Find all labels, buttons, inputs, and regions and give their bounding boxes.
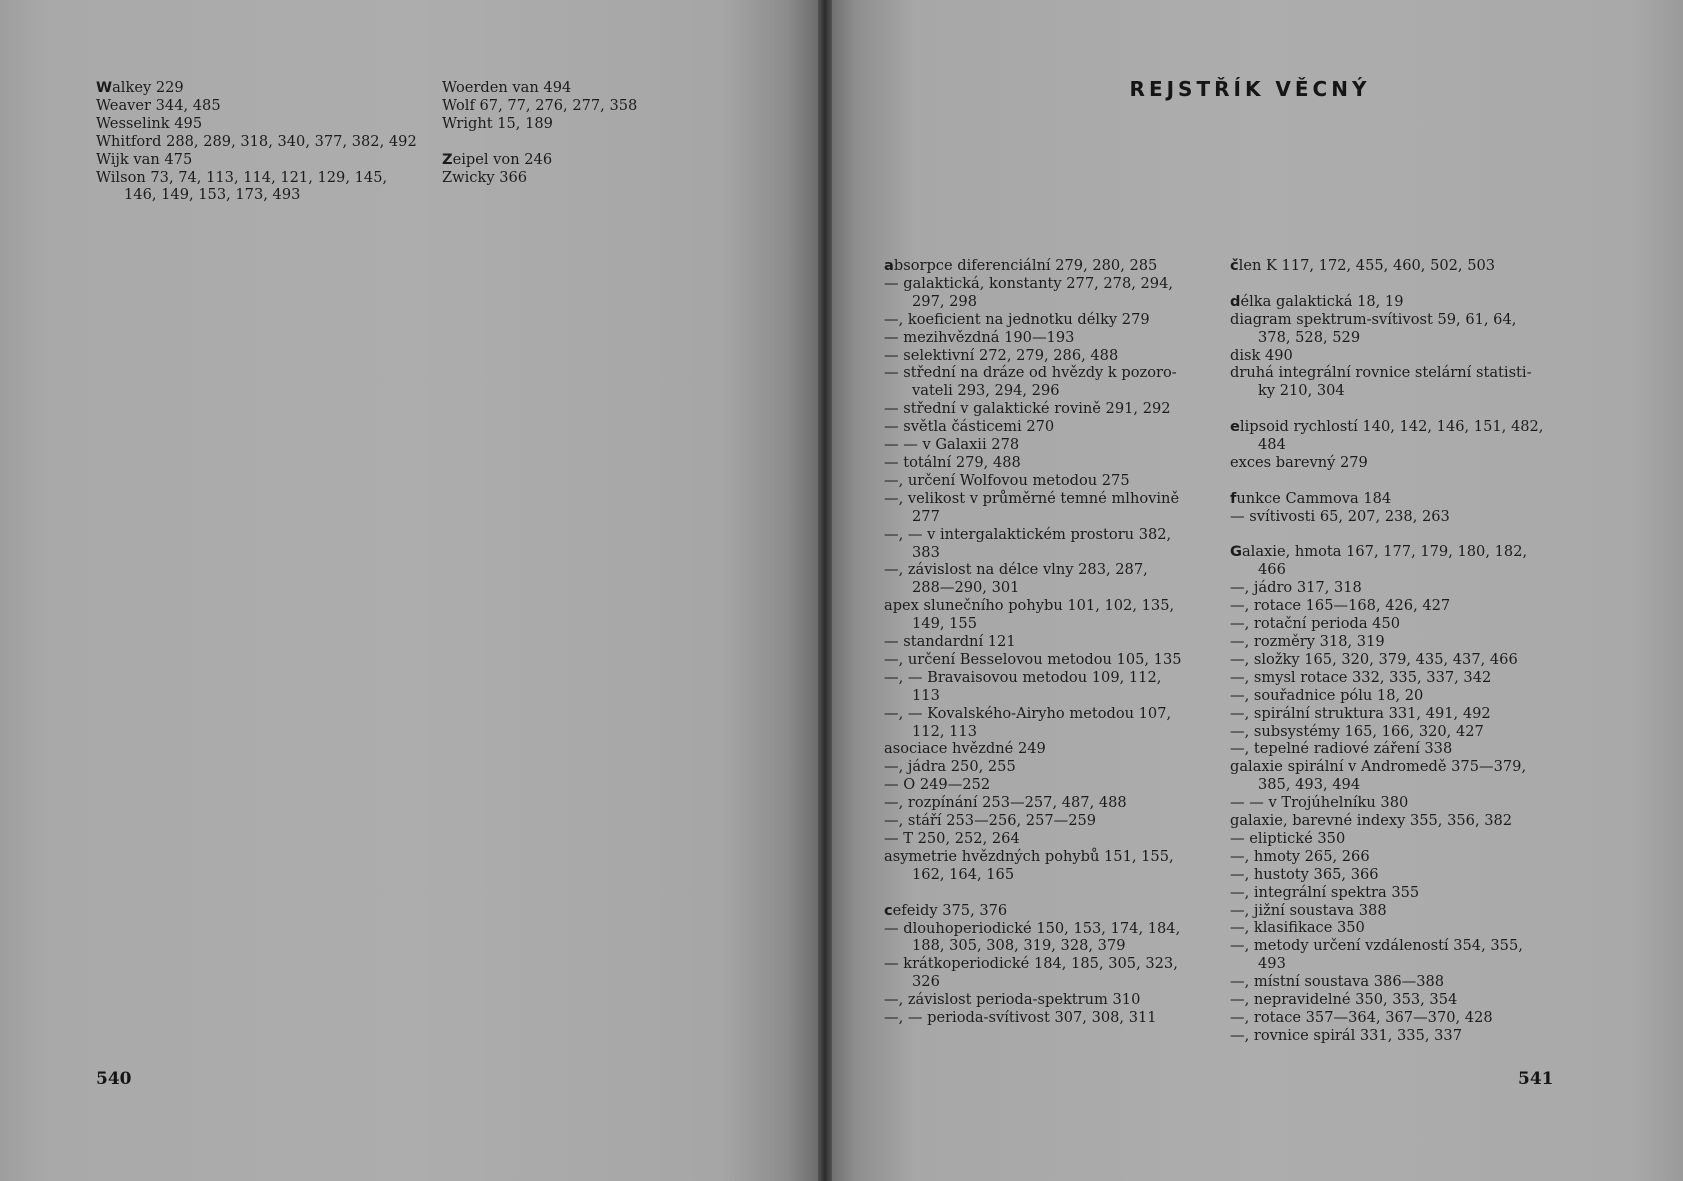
index-entry xyxy=(884,794,1224,812)
left-page-column-2 xyxy=(442,79,682,186)
index-entry xyxy=(1230,758,1575,794)
entry-text: Zwicky 366 xyxy=(442,168,528,186)
index-entry xyxy=(884,454,1224,472)
index-entry xyxy=(884,400,1224,418)
index-entry xyxy=(1230,740,1575,758)
index-entry xyxy=(1230,311,1575,347)
index-entry xyxy=(1230,347,1575,365)
index-entry xyxy=(1230,293,1575,311)
left-page-number: 540 xyxy=(96,1069,132,1089)
section-initial: d xyxy=(1230,292,1241,310)
index-entry xyxy=(1230,633,1575,651)
index-entry xyxy=(884,311,1224,329)
index-entry xyxy=(1230,687,1575,705)
entry-text: —, stáří 253—256, 257—259 xyxy=(884,812,1097,830)
entry-text: — dlouhoperiodické 150, 153, 174, 184, xyxy=(884,919,1181,937)
entry-text: diagram spektrum-svítivost 59, 61, 64, xyxy=(1230,310,1517,328)
entry-text: —, rovnice spirál 331, 335, 337 xyxy=(1230,1026,1462,1044)
entry-text: élka galaktická 18, 19 xyxy=(1240,292,1404,310)
entry-text: —, hmoty 265, 266 xyxy=(1230,847,1370,865)
entry-text: —, — Kovalského-Airyho metodou 107, xyxy=(884,704,1172,722)
entry-text: asymetrie hvězdných pohybů 151, 155, xyxy=(884,847,1174,865)
index-entry xyxy=(884,669,1224,705)
entry-text: — střední v galaktické rovině 291, 292 xyxy=(884,400,1171,418)
entry-text: —, spirální struktura 331, 491, 492 xyxy=(1230,704,1491,722)
entry-text: galaxie, barevné indexy 355, 356, 382 xyxy=(1230,812,1513,830)
index-entry xyxy=(1230,454,1575,472)
entry-gap xyxy=(884,884,1224,902)
entry-text: —, subsystémy 165, 166, 320, 427 xyxy=(1230,722,1484,740)
entry-continuation: ky 210, 304 xyxy=(1258,382,1345,400)
entry-text: —, určení Besselovou metodou 105, 135 xyxy=(884,650,1182,668)
index-entry xyxy=(1230,579,1575,597)
entry-text: —, nepravidelné 350, 353, 354 xyxy=(1230,991,1458,1009)
index-entry xyxy=(1230,830,1575,848)
entry-text: — selektivní 272, 279, 286, 488 xyxy=(884,346,1119,364)
index-entry xyxy=(1230,597,1575,615)
entry-text: — standardní 121 xyxy=(884,633,1016,651)
index-entry xyxy=(1230,973,1575,991)
right-page-number: 541 xyxy=(1518,1069,1554,1089)
entry-text: —, závislost perioda-spektrum 310 xyxy=(884,991,1141,1009)
entry-gap xyxy=(1230,526,1575,544)
index-entry xyxy=(884,902,1224,920)
entry-text: efeidy 375, 376 xyxy=(892,901,1008,919)
index-entry xyxy=(1230,651,1575,669)
entry-text: — — v Galaxii 278 xyxy=(884,436,1020,454)
entry-continuation: 146, 149, 153, 173, 493 xyxy=(124,186,301,204)
entry-text: — světla částicemi 270 xyxy=(884,418,1055,436)
index-entry xyxy=(1230,418,1575,454)
index-entry xyxy=(884,275,1224,311)
index-entry xyxy=(884,955,1224,991)
index-entry xyxy=(1230,490,1575,508)
entry-text: —, velikost v průměrné temné mlhovině xyxy=(884,489,1180,507)
entry-continuation: 113 xyxy=(912,686,940,704)
index-entry xyxy=(1230,866,1575,884)
entry-continuation: 385, 493, 494 xyxy=(1258,776,1361,794)
index-entry xyxy=(884,347,1224,365)
entry-text: —, jádra 250, 255 xyxy=(884,758,1016,776)
index-entry xyxy=(1230,543,1575,579)
entry-continuation: 277 xyxy=(912,507,940,525)
entry-text: — T 250, 252, 264 xyxy=(884,830,1020,847)
entry-text: —, integrální spektra 355 xyxy=(1230,883,1420,901)
entry-text: druhá integrální rovnice stelární statisti- xyxy=(1230,364,1532,382)
entry-text: —, závislost na délce vlny 283, 287, xyxy=(884,561,1148,579)
index-entry xyxy=(884,830,1224,848)
entry-text: exces barevný 279 xyxy=(1230,453,1368,471)
entry-text: —, koeficient na jednotku délky 279 xyxy=(884,310,1150,328)
index-entry xyxy=(1230,364,1575,400)
book-gutter xyxy=(818,0,832,1181)
entry-text: —, klasifikace 350 xyxy=(1230,919,1365,937)
index-entry xyxy=(1230,937,1575,973)
index-entry xyxy=(884,633,1224,651)
index-entry xyxy=(1230,669,1575,687)
left-page-column-1 xyxy=(96,79,426,204)
entry-continuation: 378, 528, 529 xyxy=(1258,328,1361,346)
index-entry xyxy=(96,133,426,151)
index-entry xyxy=(884,418,1224,436)
index-entry xyxy=(1230,705,1575,723)
entry-text: Wilson 73, 74, 113, 114, 121, 129, 145, xyxy=(96,168,388,186)
index-entry xyxy=(884,257,1224,275)
entry-text: —, rotace 165—168, 426, 427 xyxy=(1230,597,1451,615)
section-initial: c xyxy=(884,901,893,919)
index-entry xyxy=(884,776,1224,794)
section-initial: f xyxy=(1230,489,1237,507)
index-entry xyxy=(1230,848,1575,866)
index-entry xyxy=(96,169,426,205)
index-entry xyxy=(884,1009,1224,1027)
entry-gap xyxy=(442,133,682,151)
entry-continuation: 466 xyxy=(1258,561,1286,579)
index-entry xyxy=(884,436,1224,454)
entry-continuation: 484 xyxy=(1258,436,1286,454)
entry-text: —, tepelné radiové záření 338 xyxy=(1230,740,1453,758)
entry-text: apex slunečního pohybu 101, 102, 135, xyxy=(884,597,1175,615)
index-entry xyxy=(884,329,1224,347)
entry-text: —, rotační perioda 450 xyxy=(1230,615,1401,633)
entry-text: — střední na dráze od hvězdy k pozoro- xyxy=(884,364,1177,382)
index-entry xyxy=(884,597,1224,633)
entry-text: —, — perioda-svítivost 307, 308, 311 xyxy=(884,1009,1157,1027)
entry-text: Wijk van 475 xyxy=(96,150,193,168)
index-entry xyxy=(884,472,1224,490)
index-entry xyxy=(1230,257,1575,275)
index-entry xyxy=(884,651,1224,669)
index-entry xyxy=(1230,991,1575,1009)
entry-text: bsorpce diferenciální 279, 280, 285 xyxy=(893,257,1158,274)
entry-text: — krátkoperiodické 184, 185, 305, 323, xyxy=(884,955,1178,973)
entry-text: —, — Bravaisovou metodou 109, 112, xyxy=(884,668,1162,686)
entry-text: Weaver 344, 485 xyxy=(96,96,221,114)
entry-text: —, souřadnice pólu 18, 20 xyxy=(1230,686,1424,704)
index-entry xyxy=(442,169,682,187)
entry-text: lipsoid rychlostí 140, 142, 146, 151, 482, xyxy=(1239,418,1544,436)
entry-text: —, jižní soustava 388 xyxy=(1230,901,1387,919)
right-page-column-1 xyxy=(884,257,1224,1027)
index-entry xyxy=(1230,902,1575,920)
index-entry xyxy=(1230,812,1575,830)
index-entry xyxy=(96,115,426,133)
index-entry xyxy=(96,97,426,115)
entry-text: disk 490 xyxy=(1230,346,1293,364)
entry-text: — — v Trojúhelníku 380 xyxy=(1230,794,1409,812)
entry-text: —, určení Wolfovou metodou 275 xyxy=(884,471,1130,489)
entry-text: unkce Cammova 184 xyxy=(1236,489,1392,507)
entry-continuation: 288—290, 301 xyxy=(912,579,1020,597)
entry-gap xyxy=(1230,400,1575,418)
entry-text: — mezihvězdná 190—193 xyxy=(884,328,1075,346)
index-entry xyxy=(442,115,682,133)
entry-text: galaxie spirální v Andromedě 375—379, xyxy=(1230,758,1527,776)
entry-text: alkey 229 xyxy=(112,79,184,96)
entry-continuation: 297, 298 xyxy=(912,292,977,310)
entry-text: Woerden van 494 xyxy=(442,79,572,96)
entry-text: — eliptické 350 xyxy=(1230,829,1346,847)
entry-text: —, smysl rotace 332, 335, 337, 342 xyxy=(1230,668,1492,686)
entry-continuation: 326 xyxy=(912,973,940,991)
section-initial: W xyxy=(96,79,113,96)
entry-text: Wesselink 495 xyxy=(96,114,203,132)
entry-text: len K 117, 172, 455, 460, 502, 503 xyxy=(1238,257,1496,274)
entry-continuation: 383 xyxy=(912,543,940,561)
index-entry xyxy=(884,705,1224,741)
entry-text: —, rozměry 318, 319 xyxy=(1230,632,1385,650)
section-initial: G xyxy=(1230,543,1242,561)
entry-continuation: 149, 155 xyxy=(912,615,977,633)
right-page-column-2 xyxy=(1230,257,1575,1045)
index-entry xyxy=(1230,884,1575,902)
entry-continuation: 162, 164, 165 xyxy=(912,865,1015,883)
entry-text: — svítivosti 65, 207, 238, 263 xyxy=(1230,507,1450,525)
section-initial: č xyxy=(1230,257,1239,274)
entry-text: —, rozpínání 253—257, 487, 488 xyxy=(884,794,1127,812)
index-entry xyxy=(1230,794,1575,812)
index-entry xyxy=(884,364,1224,400)
entry-text: asociace hvězdné 249 xyxy=(884,740,1046,758)
entry-text: —, místní soustava 386—388 xyxy=(1230,973,1445,991)
index-entry xyxy=(442,97,682,115)
section-initial: e xyxy=(1230,418,1240,436)
index-entry xyxy=(884,920,1224,956)
entry-text: —, hustoty 365, 366 xyxy=(1230,865,1379,883)
entry-text: Wright 15, 189 xyxy=(442,114,553,132)
index-entry xyxy=(884,490,1224,526)
entry-text: — totální 279, 488 xyxy=(884,453,1021,471)
index-entry xyxy=(96,79,426,97)
index-entry xyxy=(1230,615,1575,633)
index-entry xyxy=(442,151,682,169)
entry-continuation: 112, 113 xyxy=(912,722,977,740)
section-initial: a xyxy=(884,257,894,274)
section-initial: Z xyxy=(442,150,453,168)
index-entry xyxy=(884,848,1224,884)
entry-gap xyxy=(1230,275,1575,293)
index-entry xyxy=(1230,508,1575,526)
index-entry xyxy=(884,740,1224,758)
entry-gap xyxy=(1230,472,1575,490)
entry-text: — O 249—252 xyxy=(884,776,991,794)
entry-text: alaxie, hmota 167, 177, 179, 180, 182, xyxy=(1241,543,1528,561)
index-entry xyxy=(442,79,682,97)
index-entry xyxy=(884,526,1224,562)
index-heading: REJSTŘÍK VĚCNÝ xyxy=(1129,77,1371,101)
index-entry xyxy=(884,561,1224,597)
entry-text: —, jádro 317, 318 xyxy=(1230,579,1362,597)
entry-continuation: vateli 293, 294, 296 xyxy=(912,382,1060,400)
entry-text: —, rotace 357—364, 367—370, 428 xyxy=(1230,1009,1493,1026)
entry-continuation: 493 xyxy=(1258,955,1286,973)
index-entry xyxy=(1230,919,1575,937)
index-entry xyxy=(96,151,426,169)
index-entry xyxy=(1230,723,1575,741)
index-entry xyxy=(884,812,1224,830)
entry-text: eipel von 246 xyxy=(452,150,553,168)
index-entry xyxy=(1230,1009,1575,1027)
index-entry xyxy=(884,758,1224,776)
index-entry xyxy=(1230,1027,1575,1045)
index-entry xyxy=(884,991,1224,1009)
entry-text: —, složky 165, 320, 379, 435, 437, 466 xyxy=(1230,650,1518,668)
entry-text: Whitford 288, 289, 318, 340, 377, 382, 492 xyxy=(96,132,417,150)
entry-text: —, — v intergalaktickém prostoru 382, xyxy=(884,525,1172,543)
entry-continuation: 188, 305, 308, 319, 328, 379 xyxy=(912,937,1126,955)
entry-text: —, metody určení vzdáleností 354, 355, xyxy=(1230,937,1523,955)
entry-text: — galaktická, konstanty 277, 278, 294, xyxy=(884,274,1174,292)
entry-text: Wolf 67, 77, 276, 277, 358 xyxy=(442,96,638,114)
